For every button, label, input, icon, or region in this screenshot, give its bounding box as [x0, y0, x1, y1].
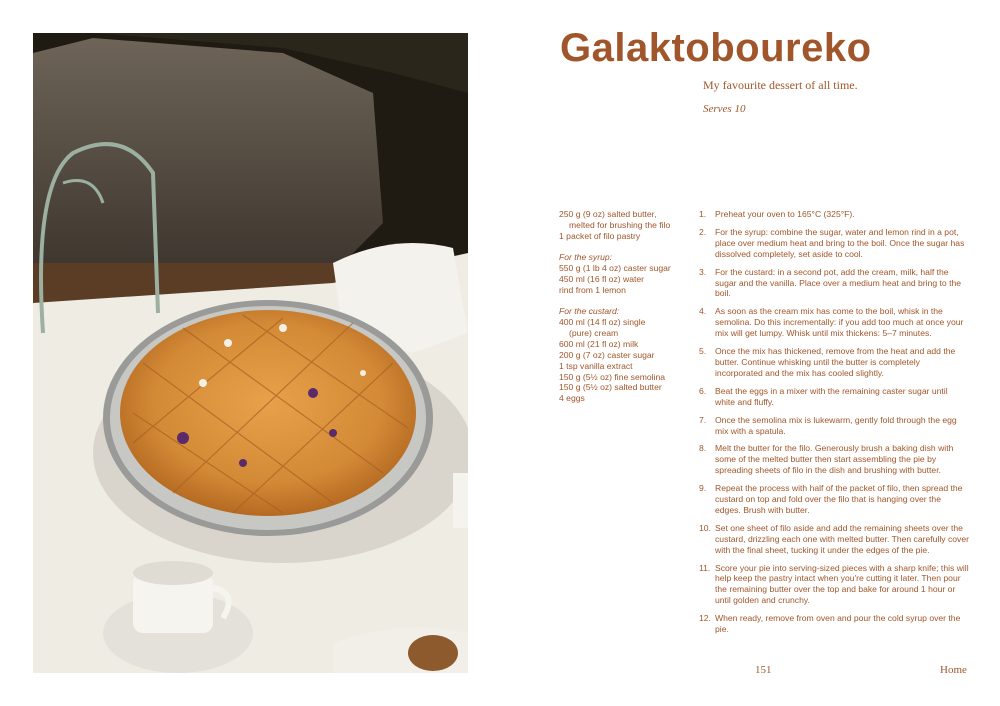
step-text: As soon as the cream mix has come to the boil, whisk in the semolina. Do this incrementally: if you add too much at once your mix will get lumpy. Whisk until mix thickens: 5–7 minutes.	[715, 306, 964, 339]
step-number: 5.	[699, 346, 707, 357]
step-number: 10.	[699, 522, 711, 533]
step-text: Once the mix has thickened, remove from the heat and add the butter. Continue whisking until the butter is completely incorporated and the mix has cooled slightly.	[715, 346, 956, 378]
step-number: 7.	[699, 414, 707, 425]
ingredient-line: 1 packet of filo pastry	[559, 230, 641, 241]
ingredient-line: melted for brushing the filo	[569, 219, 671, 230]
recipe-photo	[33, 33, 468, 673]
ingredients-list	[559, 209, 694, 415]
recipe-subtitle: My favourite dessert of all time.	[703, 78, 858, 92]
method-step	[699, 346, 969, 379]
method-step	[699, 563, 969, 607]
ingredient-group-heading: For the syrup:	[559, 252, 613, 263]
ingredient-line: 4 eggs	[559, 393, 585, 404]
step-number: 11.	[699, 562, 711, 573]
ingredient-line: 600 ml (21 fl oz) milk	[559, 338, 639, 349]
page-number: 151	[755, 664, 772, 676]
step-number: 4.	[699, 306, 707, 317]
ingredient-group	[559, 209, 694, 242]
section-name: Home	[940, 664, 967, 676]
method-step	[699, 267, 969, 300]
ingredient-line: rind from 1 lemon	[559, 284, 626, 295]
step-number: 1.	[699, 209, 707, 219]
method-step	[699, 415, 969, 437]
ingredient-group	[559, 252, 694, 296]
ingredient-line: 250 g (9 oz) salted butter,	[559, 209, 657, 219]
method-steps	[699, 209, 969, 642]
method-step	[699, 613, 969, 635]
step-text: Melt the butter for the filo. Generously brush a baking dish with some of the melted butter then start assembling the pie by spreading sheets of filo in the dish and brushing with butter.	[715, 443, 954, 476]
step-text: Once the semolina mix is lukewarm, gently fold through the egg mix with a spatula.	[715, 414, 957, 436]
step-text: Repeat the process with half of the packet of filo, then spread the custard on top and fold over the filo that is hanging over the edges. Brush with butter.	[715, 483, 963, 515]
step-text: Score your pie into serving-sized pieces with a sharp knife; this will help keep the pastry intact when you're cutting it later. Then pour the remaining butter over the top and bake for around 1 hour or until golden and crunchy.	[715, 562, 969, 606]
step-text: For the syrup: combine the sugar, water and lemon rind in a pot, place over medium heat and bring to the boil. Once the sugar has dissolved completely, set aside to cool.	[715, 226, 965, 259]
serves-label: Serves 10	[703, 103, 746, 115]
method-step	[699, 306, 969, 339]
step-number: 8.	[699, 443, 707, 454]
galaktoboureko-photo-illustration	[33, 33, 468, 673]
method-step	[699, 227, 969, 260]
step-number: 3.	[699, 266, 707, 277]
method-step	[699, 386, 969, 408]
step-text: Set one sheet of filo aside and add the remaining sheets over the custard, drizzling each one with melted butter. Then carefully cover with the final sheet, tucking it under the edges of the pie.	[715, 522, 969, 555]
method-step	[699, 483, 969, 516]
step-number: 6.	[699, 385, 707, 396]
ingredient-line: 1 tsp vanilla extract	[559, 360, 633, 371]
ingredient-line: 150 g (5½ oz) fine semolina	[559, 371, 666, 382]
ingredient-line: 550 g (1 lb 4 oz) caster sugar	[559, 263, 671, 274]
step-number: 12.	[699, 613, 711, 624]
ingredient-line: 450 ml (16 fl oz) water	[559, 273, 645, 284]
ingredient-line: 400 ml (14 fl oz) single	[559, 317, 646, 328]
ingredient-line: 200 g (7 oz) caster sugar	[559, 349, 655, 360]
method-step	[699, 209, 969, 220]
step-text: Preheat your oven to 165°C (325°F).	[715, 209, 855, 219]
ingredient-line: (pure) cream	[569, 327, 619, 338]
step-text: When ready, remove from oven and pour the cold syrup over the pie.	[715, 613, 961, 635]
ingredient-group-heading: For the custard:	[559, 306, 620, 317]
ingredient-group	[559, 306, 694, 404]
method-step	[699, 443, 969, 476]
step-number: 9.	[699, 483, 707, 494]
recipe-title: Galaktoboureko	[560, 26, 872, 70]
step-text: Beat the eggs in a mixer with the remaining caster sugar until white and fluffy.	[715, 385, 948, 407]
ingredient-line: 150 g (5½ oz) salted butter	[559, 382, 662, 393]
step-number: 2.	[699, 226, 707, 237]
step-text: For the custard: in a second pot, add the cream, milk, half the sugar and the vanilla. Place over a medium heat and bring to the boil.	[715, 266, 962, 299]
method-step	[699, 523, 969, 556]
